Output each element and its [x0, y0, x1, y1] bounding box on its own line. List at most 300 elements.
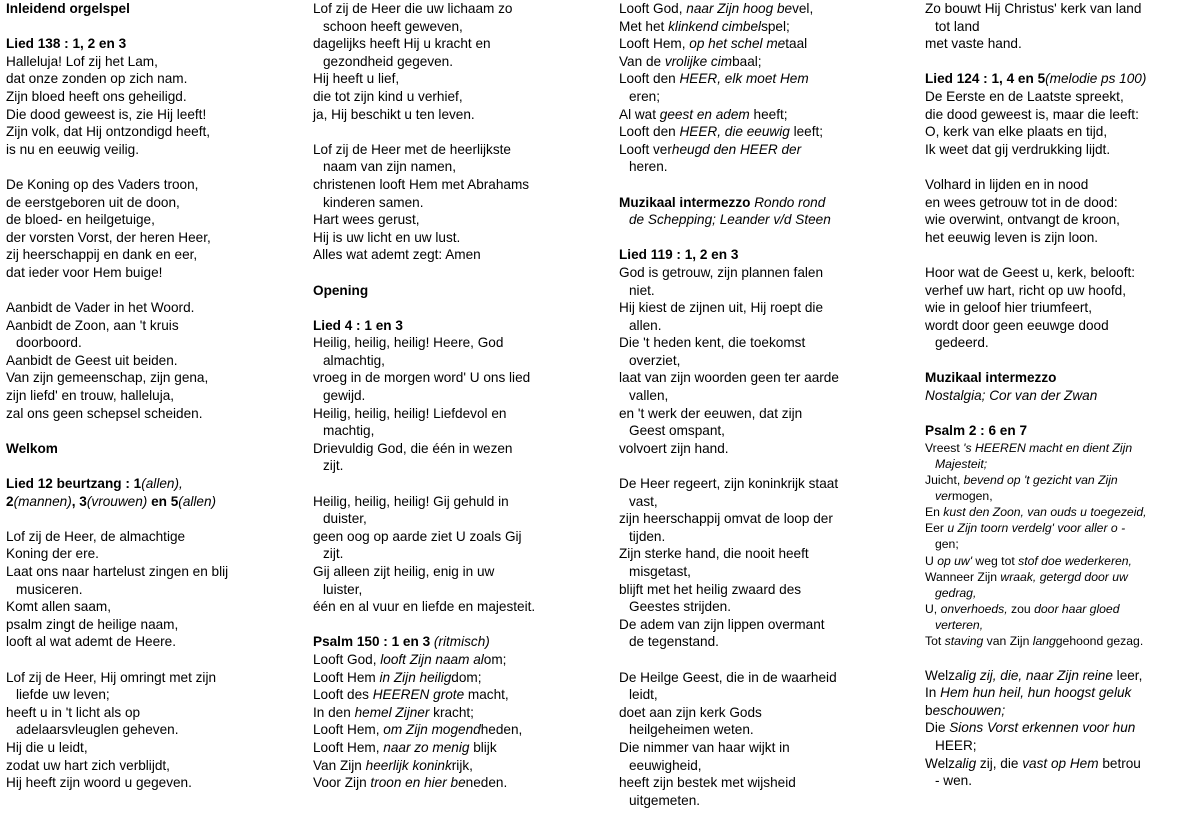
lyric-line [6, 405, 296, 423]
lyric-line [619, 158, 909, 176]
column-1 [6, 0, 296, 792]
text-run: Lied 119 : 1, 2 en 3 [619, 247, 739, 263]
stanza [6, 299, 296, 422]
lyric-line [619, 774, 909, 792]
text-run: U [925, 553, 938, 568]
lyric-line [6, 721, 296, 739]
text-run: Looft Hem [313, 669, 380, 685]
text-run: Psalm 150 : 1 en 3 [313, 634, 434, 650]
stanza [619, 475, 909, 651]
lyric-line [313, 369, 603, 387]
section-heading [925, 422, 1173, 440]
section-heading [313, 282, 603, 300]
text-run: Hoor wat de Geest u, kerk, belooft: [925, 264, 1136, 280]
stanza [6, 176, 296, 282]
text-run: zijn heerschappij omvat de loop der [619, 511, 833, 527]
lyric-line [313, 229, 603, 247]
text-run: gedrag, [935, 585, 977, 600]
lyric-line [313, 317, 603, 335]
text-run: Psalm 2 : 6 en 7 [925, 423, 1028, 439]
text-run: vast op Hem [1022, 755, 1099, 771]
lyric-line [619, 757, 909, 775]
lyric-line [619, 563, 909, 581]
lyric-line [313, 246, 603, 264]
text-run: Geestes strijden. [629, 599, 731, 615]
lyric-line [619, 440, 909, 458]
text-run: zij, die [976, 755, 1023, 771]
text-run: Eer [925, 521, 948, 536]
text-run: heerlijk konink [365, 757, 452, 773]
text-run: Die [925, 720, 950, 736]
lyric-line [6, 440, 296, 458]
text-run: Hij heeft zijn woord u gegeven. [6, 775, 192, 791]
lyric-line [313, 721, 603, 739]
lyric-line [925, 504, 1173, 520]
lyric-line [619, 264, 909, 282]
text-run: stof doe wederkeren, [1018, 553, 1132, 568]
lyric-line [6, 369, 296, 387]
text-run: naam van zijn namen, [323, 159, 456, 175]
text-run: neden. [465, 775, 508, 791]
lyric-line [6, 88, 296, 106]
lyric-line [619, 123, 909, 141]
lyric-line [313, 510, 603, 528]
lyric-line [619, 387, 909, 405]
lyric-line [313, 757, 603, 775]
lyric-line [925, 772, 1173, 790]
text-run: Aanbidt de Vader in het Woord. [6, 300, 195, 316]
lyric-line [925, 123, 1173, 141]
text-run: Aanbidt de Geest uit beiden. [6, 352, 178, 368]
lyric-line [925, 472, 1173, 488]
lyric-line [619, 211, 909, 229]
text-run: vallen, [629, 388, 669, 404]
text-run: alig [954, 755, 977, 771]
lyric-line [925, 719, 1173, 737]
text-run: vast, [629, 493, 658, 509]
lyric-line [313, 774, 603, 792]
text-run: Volhard in lijden en in nood [925, 176, 1089, 192]
text-run: weg tot [972, 553, 1019, 568]
stanza-gap [6, 158, 296, 176]
text-run: Looft Hem, [619, 36, 690, 52]
lyric-line [6, 528, 296, 546]
text-run: Welkom [6, 440, 58, 456]
text-run: vel, [792, 1, 814, 16]
text-run: Zijn bloed heeft ons geheiligd. [6, 88, 187, 104]
text-run: de tegenstand. [629, 634, 719, 650]
text-run: Van de [619, 53, 665, 69]
lyric-line [313, 545, 603, 563]
stanza-gap [313, 123, 603, 141]
text-run: overziet, [629, 352, 681, 368]
lyric-line [6, 246, 296, 264]
text-run: Koning der ere. [6, 546, 99, 562]
text-run: der vorsten Vorst, der heren Heer, [6, 229, 211, 245]
text-run: Zijn volk, dat Hij ontzondigd heeft, [6, 124, 211, 140]
text-run: Van Zijn [313, 757, 366, 773]
text-run: tijden. [629, 528, 666, 544]
lyric-line [6, 704, 296, 722]
text-run: Opening [313, 282, 369, 298]
lyric-line [313, 158, 603, 176]
stanza-gap [313, 299, 603, 317]
text-run: geest en adem [659, 106, 750, 122]
text-run: Lof zij de Heer met de heerlijkste [313, 141, 511, 157]
lyric-line [313, 194, 603, 212]
stanza-gap [925, 158, 1173, 176]
lyric-line [313, 669, 603, 687]
text-run: Die nimmer van haar wijkt in [619, 739, 790, 755]
text-run: is nu en eeuwig veilig. [6, 141, 139, 157]
text-run: Hart wees gerust, [313, 212, 420, 228]
lyric-line [313, 53, 603, 71]
text-run: HEER, die eeuwig [679, 124, 790, 140]
text-run: dagelijks heeft Hij u kracht en [313, 36, 491, 52]
text-run: duister, [323, 511, 367, 527]
text-run: die dood geweest is, maar die leeft: [925, 106, 1139, 122]
text-run: het eeuwig leven is zijn loon. [925, 229, 1099, 245]
text-run: Lied 12 beurtzang : 1 [6, 476, 142, 492]
text-run: Aanbidt de Zoon, aan 't kruis [6, 317, 179, 333]
text-run: heeft zijn bestek met wijsheid [619, 775, 796, 791]
lyric-line [313, 141, 603, 159]
lyric-line [925, 317, 1173, 335]
text-run: looft Zijn naam al [380, 651, 484, 667]
lyric-line [313, 88, 603, 106]
text-run: doet aan zijn kerk Gods [619, 704, 762, 720]
lyric-line [925, 369, 1173, 387]
stanza [6, 475, 296, 510]
text-run: gen; [935, 537, 959, 552]
text-run: Geest omspant, [629, 423, 725, 439]
text-run: Nostalgia; Cor van der Zwan [925, 388, 1098, 404]
text-run: vroeg in de morgen word' U ons lied [313, 370, 531, 386]
text-run: (vrouwen) [86, 493, 148, 509]
lyric-line [313, 704, 603, 722]
text-run: De Koning op des Vaders troon, [6, 176, 199, 192]
lyric-line [313, 651, 603, 669]
lyric-line [313, 211, 603, 229]
text-run: machtig, [323, 423, 375, 439]
stanza-gap [619, 176, 909, 194]
stanza [6, 669, 296, 792]
lyric-line [6, 123, 296, 141]
lyric-line [6, 563, 296, 581]
stanza [925, 70, 1173, 158]
lyric-line [619, 53, 909, 71]
lyric-line [6, 317, 296, 335]
text-run: niet. [629, 282, 655, 298]
text-run: tot land [935, 18, 980, 34]
lyric-line [619, 282, 909, 300]
lyric-line [619, 686, 909, 704]
lyric-line [313, 440, 603, 458]
text-run: HEER, elk moet Hem [679, 71, 809, 87]
text-run: Rondo rond [754, 194, 826, 210]
text-run: (melodie ps 100) [1045, 71, 1147, 87]
lyric-line [619, 704, 909, 722]
lyric-line [619, 246, 909, 264]
text-run: wordt door geen eeuwge dood [925, 317, 1109, 333]
text-run: Hij kiest de zijnen uit, Hij roept die [619, 300, 823, 316]
text-run: Muzikaal intermezzo [925, 370, 1057, 386]
lyric-line [6, 334, 296, 352]
lyric-line [925, 18, 1173, 36]
lyric-line [313, 598, 603, 616]
text-run: heeft; [749, 106, 788, 122]
text-run: de eerstgeboren uit de doon, [6, 194, 180, 210]
text-run: wie in geloof hier triumfeert, [925, 300, 1092, 316]
stanza [313, 0, 603, 123]
stanza-gap [619, 229, 909, 247]
lyric-line [925, 422, 1173, 440]
text-run: Ik weet dat gij verdrukking lijdt. [925, 141, 1111, 157]
lyric-line [6, 774, 296, 792]
lyric-line [313, 405, 603, 423]
stanza-gap [925, 53, 1173, 71]
lyric-line [619, 0, 909, 18]
stanza [925, 0, 1173, 53]
text-run: zij heerschappij en dank en eer, [6, 247, 198, 263]
lyric-line [619, 369, 909, 387]
lyric-line [619, 581, 909, 599]
text-run: Halleluja! Lof zij het Lam, [6, 53, 158, 69]
stanza-gap [619, 651, 909, 669]
text-run: De Heilge Geest, die in de waarheid [619, 669, 837, 685]
text-run: 's HEEREN macht en dient Zijn [963, 440, 1133, 455]
text-run: ver [935, 489, 952, 504]
text-run: Drievuldig God, die één in wezen [313, 440, 513, 456]
text-run: Welz [925, 755, 955, 771]
text-run: eeuwigheid, [629, 757, 702, 773]
text-run: schoon heeft geweven, [323, 18, 463, 34]
text-run: wraak, getergd door uw [1000, 569, 1128, 584]
text-run: ja, Hij beschikt u ten leven. [313, 106, 475, 122]
text-run: heeft u in 't licht als op [6, 704, 141, 720]
lyric-line [925, 702, 1173, 720]
text-run: macht, [464, 687, 509, 703]
lyric-line [925, 601, 1173, 617]
lyric-line [6, 739, 296, 757]
lyric-line [6, 475, 296, 493]
lyric-line [619, 493, 909, 511]
text-run: De Eerste en de Laatste spreekt, [925, 88, 1124, 104]
text-run: Alles wat ademt zegt: Amen [313, 247, 481, 263]
text-run: zijt. [323, 458, 344, 474]
lyric-line [619, 317, 909, 335]
text-run: Looft des [313, 687, 373, 703]
text-run: leidt, [629, 687, 658, 703]
lyric-line [619, 106, 909, 124]
stanza [925, 176, 1173, 246]
text-run: troon en hier be [370, 775, 466, 791]
lyric-line [619, 88, 909, 106]
section-heading [6, 0, 296, 18]
text-run: die tot zijn kind u verhief, [313, 88, 463, 104]
text-run: gewijd. [323, 388, 366, 404]
text-run: doorboord. [16, 335, 82, 351]
lyric-line [619, 405, 909, 423]
text-run: Lof zij de Heer die uw lichaam zo [313, 1, 513, 16]
text-run: De adem van zijn lippen overmant [619, 616, 825, 632]
text-run: door haar gloed [1034, 601, 1120, 616]
text-run: u Zijn toorn verdelg' voor aller o - [947, 521, 1126, 536]
stanza [6, 528, 296, 651]
lyric-line [6, 757, 296, 775]
text-run: In [925, 685, 941, 701]
lyric-line [925, 0, 1173, 18]
text-run: almachtig, [323, 352, 385, 368]
text-run: Lof zij de Heer, de almachtige [6, 528, 186, 544]
text-run: taal [785, 36, 808, 52]
text-run: Lof zij de Heer, Hij omringt met zijn [6, 669, 217, 685]
text-run: christenen looft Hem met Abrahams [313, 176, 530, 192]
lyric-line [313, 633, 603, 651]
text-run: - wen. [935, 773, 973, 789]
text-run: heilgeheimen weten. [629, 722, 754, 738]
stanza-gap [925, 649, 1173, 667]
section-heading [6, 440, 296, 458]
text-run: allen. [629, 317, 662, 333]
text-run: baal; [732, 53, 762, 69]
text-run: naar Zijn hoog be [686, 1, 793, 16]
lyric-line [925, 176, 1173, 194]
stanza [313, 334, 603, 475]
stanza-gap [313, 264, 603, 282]
lyric-line [619, 633, 909, 651]
text-run: Hij heeft u lief, [313, 71, 400, 87]
lyric-line [313, 528, 603, 546]
text-run: volvoert zijn hand. [619, 440, 729, 456]
text-run: Looft Hem, [313, 739, 384, 755]
text-run: (ritmisch) [433, 634, 490, 650]
lyric-line [313, 581, 603, 599]
lyric-line [6, 633, 296, 651]
text-run: bevend op 't gezicht van Zijn [963, 473, 1118, 488]
text-run: om Zijn mogend [383, 722, 481, 738]
text-run: Majesteit; [935, 456, 988, 471]
column-2 [313, 0, 603, 792]
text-run: Heilig, heilig, heilig! Liefdevol en [313, 405, 507, 421]
stanza [925, 264, 1173, 352]
lyric-line [925, 684, 1173, 702]
lyric-line [6, 616, 296, 634]
text-run: op het schel me [689, 36, 786, 52]
text-run: Looft den [619, 124, 680, 140]
text-run: Inleidend orgelspel [6, 1, 130, 16]
lyric-line [925, 737, 1173, 755]
text-run: dat ieder voor Hem buige! [6, 264, 163, 280]
text-run: dom; [451, 669, 482, 685]
text-run: eren; [629, 88, 660, 104]
lyric-line [619, 528, 909, 546]
stanza [619, 194, 909, 229]
text-run: psalm zingt de heilige naam, [6, 616, 179, 632]
text-run: heren. [629, 159, 668, 175]
text-run: geen oog op aarde ziet U zoals Gij [313, 528, 522, 544]
stanza [313, 633, 603, 791]
text-run: luister, [323, 581, 363, 597]
text-run: (allen), [141, 476, 183, 492]
text-run: Looft den [619, 71, 680, 87]
lyric-line [925, 456, 1173, 472]
text-run: Hij is uw licht en uw lust. [313, 229, 461, 245]
text-run: Lied 4 : 1 en 3 [313, 317, 403, 333]
text-run: zodat uw hart zich verblijdt, [6, 757, 170, 773]
text-run: blijk [469, 739, 497, 755]
lyric-line [619, 35, 909, 53]
lyric-line [619, 669, 909, 687]
lyric-line [619, 352, 909, 370]
text-run: klinkend cimbel [668, 18, 762, 34]
lyric-line [925, 755, 1173, 773]
lyric-line [925, 211, 1173, 229]
stanza-gap [313, 475, 603, 493]
text-run: Van zijn gemeenschap, zijn gena, [6, 370, 209, 386]
lyric-line [619, 475, 909, 493]
text-run: Looft Hem, [313, 722, 384, 738]
text-run: Gij alleen zijt heilig, enig in uw [313, 564, 495, 579]
lyric-line [925, 387, 1173, 405]
stanza [925, 667, 1173, 790]
text-run: liefde uw leven; [16, 687, 110, 703]
column-3 [619, 0, 909, 809]
text-run: Sions Vorst erkennen voor hun [949, 720, 1136, 736]
text-run: dat onze zonden op zich nam. [6, 71, 188, 87]
lyric-line [6, 211, 296, 229]
lyric-line [6, 387, 296, 405]
text-run: onverhoeds, [940, 601, 1008, 616]
stanza-gap [6, 651, 296, 669]
lyric-line [925, 553, 1173, 569]
text-run: hemel Zijner [354, 704, 430, 720]
lyric-line [619, 545, 909, 563]
text-run: Die dood geweest is, zie Hij leeft! [6, 106, 207, 122]
lyric-line [6, 106, 296, 124]
lyric-line [6, 264, 296, 282]
lyric-line [6, 493, 296, 511]
lyric-line [925, 488, 1173, 504]
text-run: De Heer regeert, zijn koninkrijk staat [619, 476, 839, 492]
stanza [6, 53, 296, 159]
text-run: wie overwint, ontvangt de kroon, [925, 212, 1120, 228]
lyric-line [6, 229, 296, 247]
lyric-line [619, 70, 909, 88]
text-run: kracht; [429, 704, 474, 720]
stanza-gap [6, 18, 296, 36]
text-run: HEEREN grote [372, 687, 465, 703]
lyric-line [313, 334, 603, 352]
text-run: van Zijn [983, 633, 1033, 648]
stanza-gap [925, 246, 1173, 264]
stanza [925, 440, 1173, 649]
lyric-line [6, 686, 296, 704]
stanza [313, 141, 603, 264]
text-run: zijn liefd' en trouw, halleluja, [6, 388, 175, 404]
lyric-line [925, 106, 1173, 124]
lyric-line [6, 0, 296, 18]
text-run: O, kerk van elke plaats en tijd, [925, 124, 1108, 140]
text-run: b [925, 702, 933, 718]
lyric-line [6, 352, 296, 370]
lyric-line [619, 141, 909, 159]
text-run: en wees getrouw tot in de dood: [925, 194, 1118, 210]
text-run: musiceren. [16, 581, 83, 597]
stanza [619, 0, 909, 176]
text-run: Muzikaal intermezzo [619, 194, 755, 210]
section-heading [313, 317, 603, 335]
